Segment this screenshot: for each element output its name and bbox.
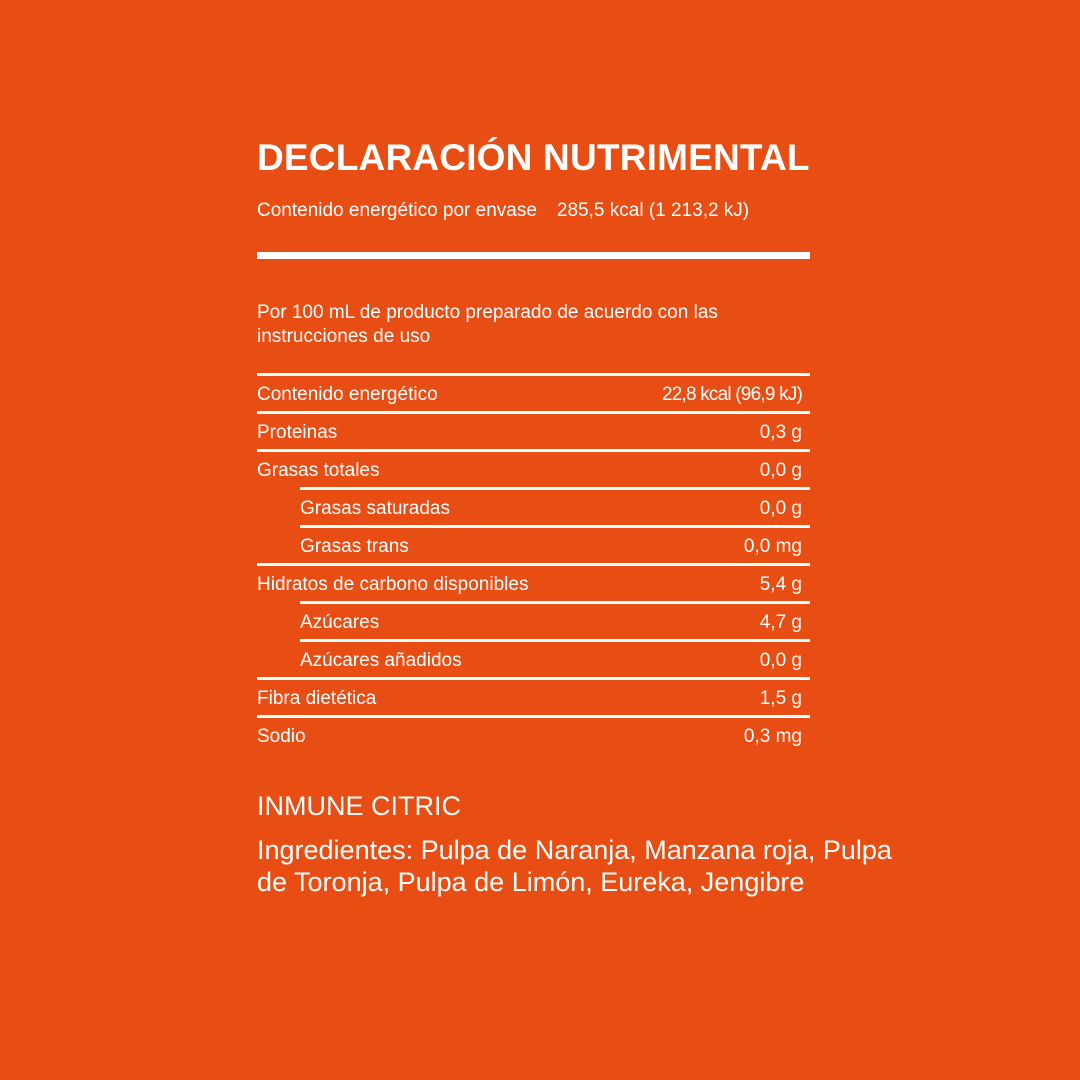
nutrient-value: 0,0 g [759, 460, 802, 481]
nutrient-value: 22,8 kcal (96,9 kJ) [661, 384, 802, 405]
table-row [257, 490, 810, 528]
nutrition-table [257, 373, 810, 756]
product-name: INMUNE CITRIC [257, 791, 461, 821]
nutrient-label: Contenido energético [257, 384, 438, 405]
table-row [257, 642, 810, 680]
table-row [257, 566, 810, 604]
nutrient-value: 0,3 g [759, 422, 802, 443]
nutrient-value: 0,0 mg [743, 536, 802, 557]
energy-per-package-value: 285,5 kcal (1 213,2 kJ) [556, 200, 750, 221]
table-row [257, 452, 810, 490]
nutrient-label: Azúcares [300, 612, 380, 633]
nutrient-value: 0,0 g [759, 650, 802, 671]
table-row [257, 718, 810, 756]
nutrient-label: Azúcares añadidos [300, 650, 462, 671]
nutrition-panel [257, 130, 892, 898]
nutrient-label: Hidratos de carbono disponibles [257, 574, 529, 595]
table-row [257, 680, 810, 718]
nutrient-value: 0,0 g [759, 498, 802, 519]
nutrient-value: 4,7 g [759, 612, 802, 633]
nutrient-value: 5,4 g [759, 574, 802, 595]
thick-divider [257, 252, 810, 259]
energy-per-package [257, 199, 810, 223]
nutrient-label: Grasas saturadas [300, 498, 450, 519]
table-row [257, 376, 810, 414]
nutrient-value: 1,5 g [759, 688, 802, 709]
nutrient-label: Proteinas [257, 422, 338, 443]
portion-note: Por 100 mL de producto preparado de acuerdo con las instrucciones de uso [257, 302, 718, 347]
nutrient-value: 0,3 mg [743, 726, 802, 747]
table-row [257, 604, 810, 642]
table-row [257, 528, 810, 566]
nutrient-label: Grasas totales [257, 460, 380, 481]
nutrient-label: Sodio [257, 726, 306, 747]
energy-per-package-label: Contenido energético por envase [257, 200, 537, 221]
table-row [257, 414, 810, 452]
ingredients-text: Ingredientes: Pulpa de Naranja, Manzana roja, Pulpa de Toronja, Pulpa de Limón, Eureka, Jengibre [257, 835, 892, 897]
nutrient-label: Fibra dietética [257, 688, 377, 709]
page-title: DECLARACIÓN NUTRIMENTAL [257, 137, 810, 178]
nutrient-label: Grasas trans [300, 536, 409, 557]
